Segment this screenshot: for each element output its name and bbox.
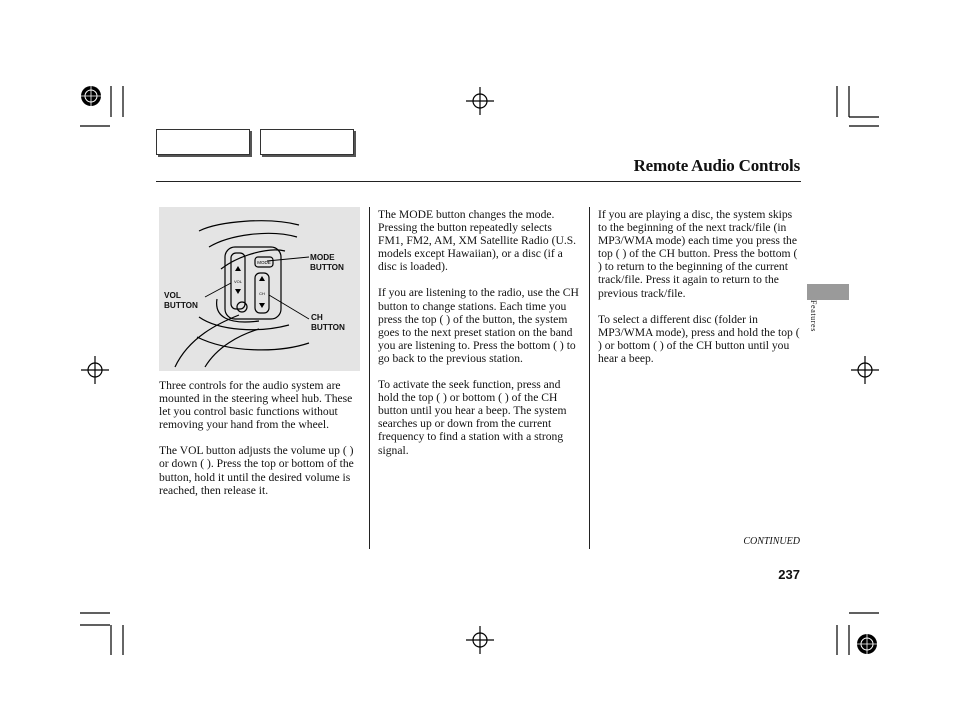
section-tab-label: Features — [809, 300, 818, 332]
header-rule — [156, 181, 801, 182]
ch-button-label: CH BUTTON — [311, 313, 345, 332]
column-divider-2 — [589, 207, 590, 549]
steering-wheel-figure — [159, 207, 360, 371]
vol-down-icon — [235, 289, 241, 294]
nav-box-contents[interactable] — [156, 129, 250, 155]
column-2 — [378, 208, 580, 470]
paragraph: The VOL button adjusts the volume up ( ) or down ( ). Press the top or bottom of the button, hold it until the desired volume is reached, then release it. — [159, 444, 354, 497]
paragraph: To activate the seek function, press and hold the top ( ) or bottom ( ) of the CH button until you hear a beep. The system searches up or down from the current frequency to find a station with a strong signal. — [378, 378, 567, 457]
column-divider-1 — [369, 207, 370, 549]
paragraph: If you are listening to the radio, use the CH button to change stations. Each time you press the top ( ) of the button, the system goes to the next preset station on the band you are listening to. Press the bottom ( ) to go back to the previous station. — [378, 286, 579, 365]
section-tab[interactable] — [807, 284, 849, 300]
paragraph: To select a different disc (folder in MP3/WMA mode), press and hold the top ( ) or bottom ( ) of the CH button until you hear a beep. — [598, 312, 800, 365]
mode-key-text: MODE — [257, 260, 271, 265]
nav-box-index[interactable] — [260, 129, 354, 155]
ch-up-icon — [259, 276, 265, 281]
paragraph: Three controls for the audio system are mounted in the steering wheel hub. These let you control basic functions without removing your hand from the wheel. — [159, 379, 353, 432]
page-title: Remote Audio Controls — [633, 156, 800, 175]
column-1 — [159, 379, 359, 510]
ch-key-text: CH — [259, 291, 265, 296]
page-number: 237 — [778, 567, 800, 582]
ch-down-icon — [259, 303, 265, 308]
mode-button-label: MODE BUTTON — [310, 253, 344, 272]
steering-wheel-illustration — [159, 207, 360, 371]
paragraph: The MODE button changes the mode. Pressing the button repeatedly selects FM1, FM2, AM, XM Satellite Radio (U.S. models except Hawaiian), or a disc (if a disc is loaded). — [378, 208, 577, 274]
vol-up-icon — [235, 266, 241, 271]
continued-label: CONTINUED — [743, 536, 800, 547]
vol-key-text: VOL — [233, 279, 243, 284]
paragraph: If you are playing a disc, the system skips to the beginning of the next track/file (in MP3/WMA mode) each time you press the top ( ) of the CH button. Press the bottom ( ) to return to the beginning of the current track/file. Press it again to return to the previous track/file. — [598, 208, 798, 300]
column-3 — [598, 208, 801, 378]
vol-button-label: VOL BUTTON — [164, 291, 198, 310]
